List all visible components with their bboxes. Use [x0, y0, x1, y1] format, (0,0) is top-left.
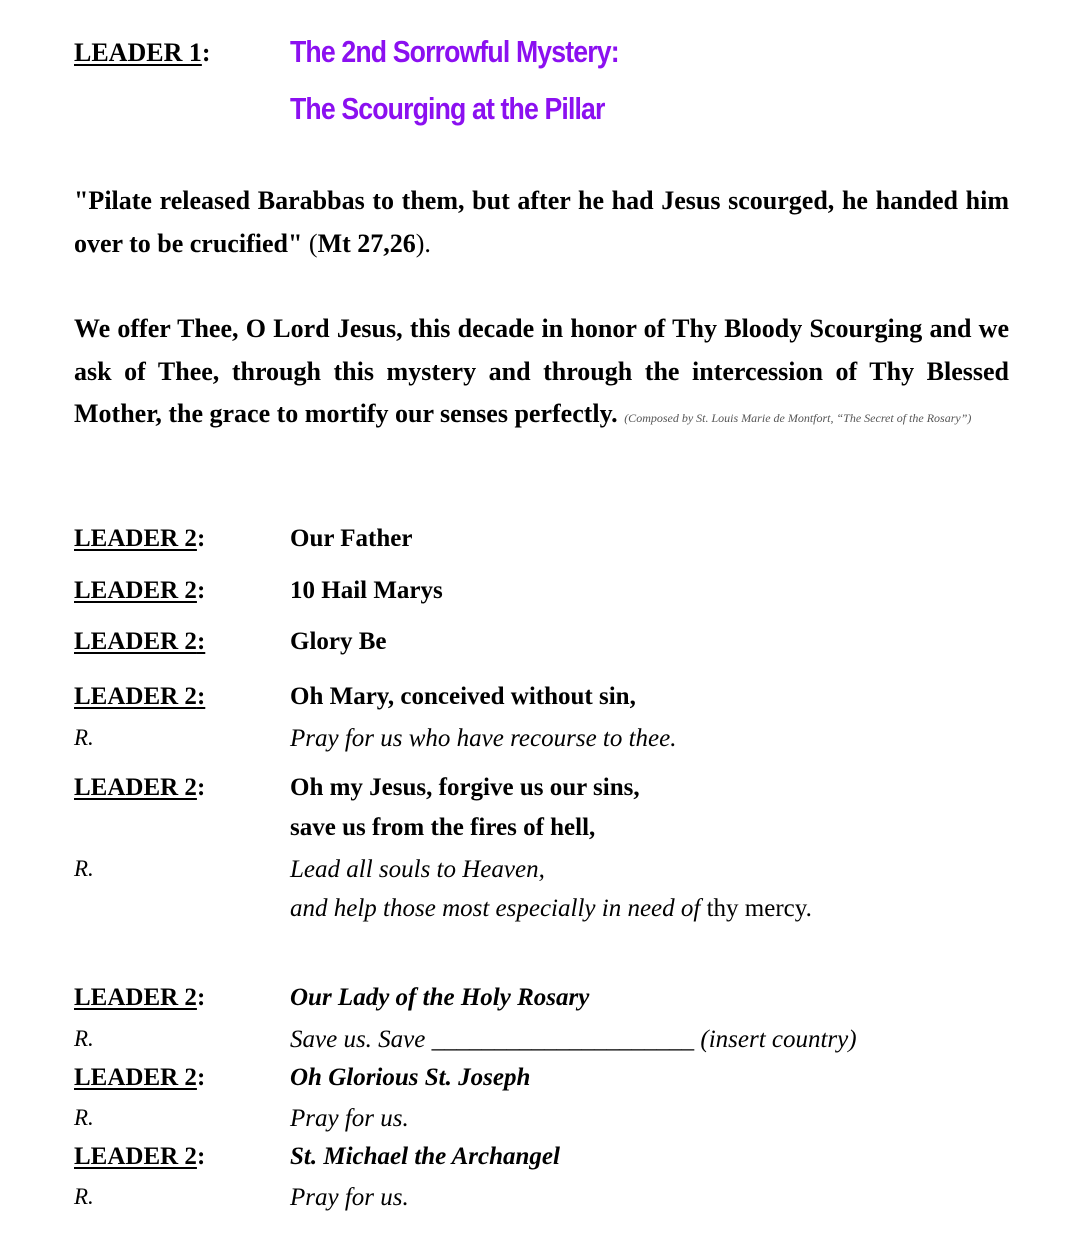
leader-2-label-text: LEADER 2: [74, 1064, 197, 1091]
st-michael-response: Pray for us.: [290, 1184, 409, 1211]
scripture-reference-open: (: [302, 228, 318, 258]
leader-2-label-our-lady: [74, 984, 205, 1012]
leader-2-colon: :: [196, 525, 206, 552]
fatima-response-line-2-italic: and help those most especially in need of: [290, 895, 707, 922]
leader-2-label-st-joseph: [74, 1064, 205, 1092]
leader-1-colon: :: [201, 38, 211, 67]
response-label-oh-mary: R.: [74, 725, 94, 750]
hail-marys-prayer: 10 Hail Marys: [290, 577, 443, 604]
leader-2-label-text: LEADER 2: [74, 1143, 197, 1170]
st-joseph-invocation: Oh Glorious St. Joseph: [290, 1064, 531, 1091]
leader-2-label-text: LEADER 2: [74, 525, 197, 552]
fatima-response-line-1: Lead all souls to Heaven,: [290, 856, 545, 883]
leader-1-label-text: LEADER 1: [74, 38, 202, 67]
st-michael-invocation: St. Michael the Archangel: [290, 1143, 560, 1170]
fatima-response-line-2-regular: thy mercy.: [706, 895, 812, 922]
leader-2-colon: :: [196, 1064, 206, 1091]
mystery-title-line-2: [290, 91, 605, 127]
response-label-st-michael: R.: [74, 1184, 94, 1209]
leader-2-label-text: LEADER 2: [74, 774, 197, 801]
mystery-title-line-1: [290, 34, 619, 70]
mystery-title-text-1: The 2nd Sorrowful Mystery:: [290, 34, 619, 69]
st-joseph-response: Pray for us.: [290, 1105, 409, 1132]
scripture-quote: "Pilate released Barabbas to them, but after he had Jesus scourged, he handed him over to be crucified": [74, 186, 1009, 258]
response-label-fatima: R.: [74, 856, 94, 881]
scripture-reference: Mt 27,26: [317, 228, 416, 258]
fatima-prayer-line-2: save us from the fires of hell,: [290, 814, 596, 841]
fatima-response-line-2: [290, 895, 812, 923]
response-label-st-joseph: R.: [74, 1105, 94, 1130]
our-lady-invocation: Our Lady of the Holy Rosary: [290, 984, 590, 1011]
leader-2-colon: :: [196, 774, 206, 801]
glory-be-prayer: Glory Be: [290, 628, 387, 655]
leader-2-colon: :: [196, 628, 206, 655]
leader-2-colon: :: [196, 1143, 206, 1170]
offering-credit: (Composed by St. Louis Marie de Montfort, “The Secret of the Rosary”): [624, 411, 972, 425]
leader-2-label-text: LEADER 2: [74, 628, 197, 655]
leader-2-label-fatima: [74, 774, 205, 802]
leader-2-colon: :: [196, 577, 206, 604]
leader-2-label-text: LEADER 2: [74, 984, 197, 1011]
oh-mary-response: Pray for us who have recourse to thee.: [290, 725, 677, 752]
leader-1-label: [74, 38, 211, 68]
leader-2-label-our-father: [74, 525, 205, 553]
scripture-reference-close: ).: [415, 228, 431, 258]
leader-2-label-hail-marys: [74, 577, 205, 605]
offering-text: We offer Thee, O Lord Jesus, this decade in honor of Thy Bloody Scourging and we ask of Thee, through this mystery and through the intercession of Thy Blessed Mother, the grace to mortify our senses perfectly.: [74, 314, 1009, 428]
leader-2-label-st-michael: [74, 1143, 205, 1171]
leader-2-label-text: LEADER 2: [74, 683, 197, 710]
offering-paragraph: [74, 308, 1009, 440]
scripture-paragraph: [74, 180, 1009, 265]
leader-2-colon: :: [196, 984, 206, 1011]
leader-2-label-oh-mary: [74, 683, 205, 711]
fatima-prayer-line-1: Oh my Jesus, forgive us our sins,: [290, 774, 640, 801]
leader-2-label-glory-be: [74, 628, 205, 656]
mystery-title-text-2: The Scourging at the Pillar: [290, 91, 605, 126]
oh-mary-prayer: Oh Mary, conceived without sin,: [290, 683, 636, 710]
our-father-prayer: Our Father: [290, 525, 413, 552]
leader-2-label-text: LEADER 2: [74, 577, 197, 604]
response-label-our-lady: R.: [74, 1026, 94, 1051]
leader-2-colon: :: [196, 683, 206, 710]
our-lady-response: Save us. Save _____________________ (insert country): [290, 1026, 857, 1053]
